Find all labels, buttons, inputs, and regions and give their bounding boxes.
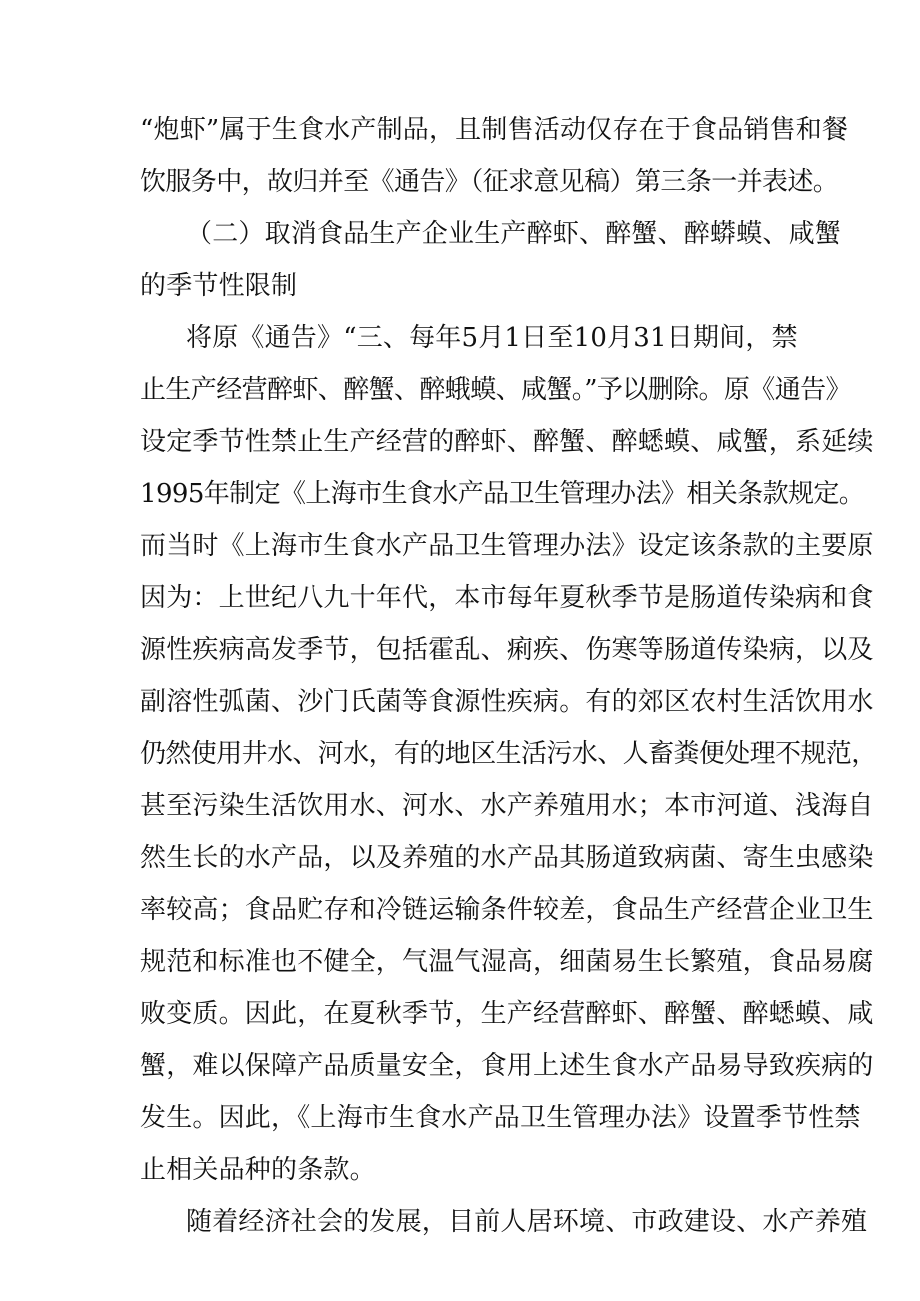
- text-line-19: 蟹，难以保障产品质量安全，食用上述生食水产品易导致疾病的: [140, 1051, 874, 1081]
- text-line-20: 发生。因此，《上海市生食水产品卫生管理办法》设置季节性禁: [140, 1103, 861, 1133]
- text-line-10: 因为：上世纪八九十年代，本市每年夏秋季节是肠道传染病和食: [140, 583, 874, 613]
- text-line-2: 饮服务中，故归并至《通告》（征求意见稿）第三条一并表述。: [140, 167, 839, 197]
- text-line-16: 率较高；食品贮存和冷链运输条件较差，食品生产经营企业卫生: [140, 895, 874, 925]
- text-line-7: 设定季节性禁止生产经营的醉虾、醉蟹、醉蟋蟆、咸蟹，系延续: [140, 427, 874, 457]
- text-line-13: 仍然使用井水、河水，有的地区生活污水、人畜粪便处理不规范，: [140, 739, 877, 769]
- text-line-12: 副溶性弧菌、沙门氏菌等食源性疾病。有的郊区农村生活饮用水: [140, 687, 874, 717]
- text-line-11: 源性疾病高发季节，包括霍乱、痢疾、伤寒等肠道传染病，以及: [140, 635, 874, 665]
- text-line-17: 规范和标准也不健全，气温气湿高，细菌易生长繁殖，食品易腐: [140, 947, 874, 977]
- text-line-9: 而当时《上海市生食水产品卫生管理办法》设定该条款的主要原: [140, 531, 874, 561]
- text-line-14: 甚至污染生活饮用水、河水、水产养殖用水；本市河道、浅海自: [140, 791, 874, 821]
- text-line-1: “炮虾”属于生食水产制品，且制售活动仅存在于食品销售和餐: [140, 115, 849, 145]
- text-line-8: 1995年制定《上海市生食水产品卫生管理办法》相关条款规定。: [140, 479, 865, 509]
- text-line-18: 败变质。因此，在夏秋季节，生产经营醉虾、醉蟹、醉蟋蟆、咸: [140, 999, 874, 1029]
- section-heading-line-2: 的季节性限制: [140, 271, 298, 301]
- text-line-22: 随着经济社会的发展，目前人居环境、市政建设、水产养殖: [186, 1207, 868, 1237]
- text-line-5: 将原《通告》“三、每年5月1日至10月31日期间，禁: [186, 323, 798, 353]
- text-line-6: 止生产经营醉虾、醉蟹、醉蛾蟆、咸蟹。”予以删除。原《通告》: [140, 375, 851, 405]
- text-line-15: 然生长的水产品，以及养殖的水产品其肠道致病菌、寄生虫感染: [140, 843, 874, 873]
- section-heading-line-1: （二）取消食品生产企业生产醉虾、醉蟹、醉蟒蟆、咸蟹: [186, 219, 842, 249]
- text-line-21: 止相关品种的条款。: [140, 1155, 376, 1185]
